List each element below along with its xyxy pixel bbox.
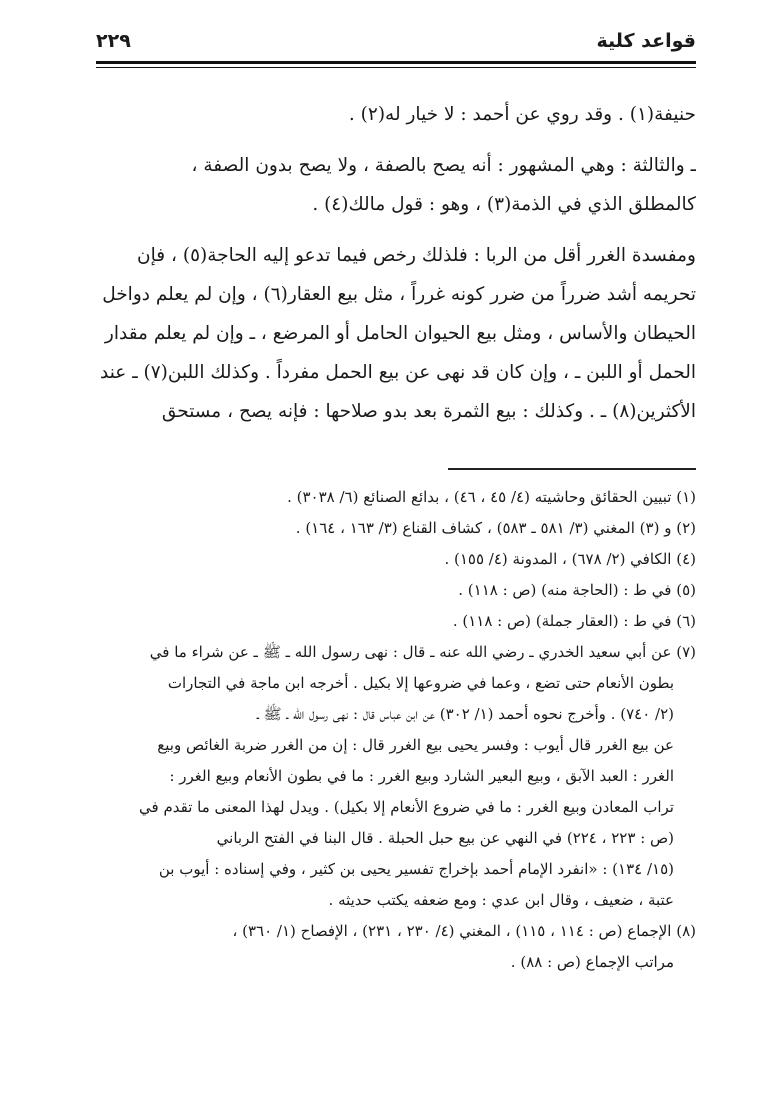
text-line: الحيطان والأساس ، ومثل بيع الحيوان الحامل أو المرضع ، ـ وإن لم يعلم مقدار [104,323,696,344]
footnote-line: (٨) الإجماع (ص : ١١٤ ، ١١٥) ، المغني (٤/ ٢٣٠ ، ٢٣١) ، الإفصاح (١/ ٣٦٠) ، [232,922,696,940]
text-line: ومفسدة الغرر أقل من الربا : فلذلك رخص فيما تدعو إليه الحاجة(٥) ، فإن [137,245,696,266]
header-rule-thick [96,61,696,64]
text-line: الحمل أو اللبن ـ ، وإن كان قد نهى عن بيع الحمل مفرداً . وكذلك اللبن(٧) ـ عند [100,362,696,383]
footnote-line: (٢) و (٣) المغني (٣/ ٥٨١ ـ ٥٨٣) ، كشاف القناع (٣/ ١٦٣ ، ١٦٤) . [295,519,696,537]
text-line: تحريمه أشد ضرراً من ضرر كونه غرراً ، مثل بيع العقار(٦) ، وإن لم يعلم دواخل [102,284,696,305]
footnotes [96,482,696,978]
footnote-line: بطون الأنعام حتى تضع ، وعما في ضروعها إلا بكيل . أخرجه ابن ماجة في التجارات [167,674,674,692]
footnote-line: مراتب الإجماع (ص : ٨٨) . [510,953,674,971]
footnote-line: (١٥/ ١٣٤) : «انفرد الإمام أحمد بإخراج تفسير يحيى بن كثير ، وفي إسناده : أيوب بن [158,860,674,878]
header-rule-thin [96,67,696,68]
footnote-line: (٤) الكافي (٢/ ٦٧٨) ، المدونة (٤/ ١٥٥) . [444,550,696,568]
main-text [96,95,696,431]
footnote-line: (٥) في ط : (الحاجة منه) (ص : ١١٨) . [458,581,696,599]
footnote-line: (١) تبيين الحقائق وحاشيته (٤/ ٤٥ ، ٤٦) ، بدائع الصنائع (٦/ ٣٠٣٨) . [287,488,696,506]
footnote-line: (٦) في ط : (العقار جملة) (ص : ١١٨) . [452,612,696,630]
footnote-line: تراب المعادن وبيع الغرر : ما في ضروع الأنعام إلا بكيل) . ويدل لهذا المعنى ما تقدم في [139,798,674,816]
footnote-line: (٧) عن أبي سعيد الخدري ـ رضي الله عنه ـ قال : نهى رسول الله ـ ﷺ ـ عن شراء ما في [149,643,696,661]
footnote-separator [448,468,696,470]
text-line: حنيفة(١) . وقد روي عن أحمد : لا خيار له(٢) . [348,104,696,125]
footnote-line: الغرر : العبد الآبق ، وبيع البعير الشارد وبيع الغرر : ما في بطون الأنعام وبيع الغرر : [169,767,674,785]
running-head: قواعد كلية [596,30,696,52]
footnote-line: عن بيع الغرر قال أيوب : وفسر يحيى بيع الغرر قال : إن من الغرر ضربة الغائص وبيع [157,736,674,754]
page-number: ٢٢٩ [96,30,131,52]
footnote-line: عتبة ، ضعيف ، وقال ابن عدي : ومع ضعفه يكتب حديثه . [328,891,674,909]
footnote-line: (ص : ٢٢٣ ، ٢٢٤) في النهي عن بيع حبل الحبلة . قال البنا في الفتح الرباني [216,829,674,847]
footnote-line: (٢/ ٧٤٠) . وأخرج نحوه أحمد (١/ ٣٠٢) عن ابن عباس قال : نهى رسول الله ـ ﷺ ـ [256,705,674,723]
text-line: ـ والثالثة : وهي المشهور : أنه يصح بالصفة ، ولا يصح بدون الصفة ، [191,155,696,176]
text-line: كالمطلق الذي في الذمة(٣) ، وهو : قول مالك(٤) . [312,194,696,215]
page-header [96,28,696,58]
text-line: الأكثرين(٨) ـ . وكذلك : بيع الثمرة بعد بدو صلاحها : فإنه يصح ، مستحق [161,401,696,422]
